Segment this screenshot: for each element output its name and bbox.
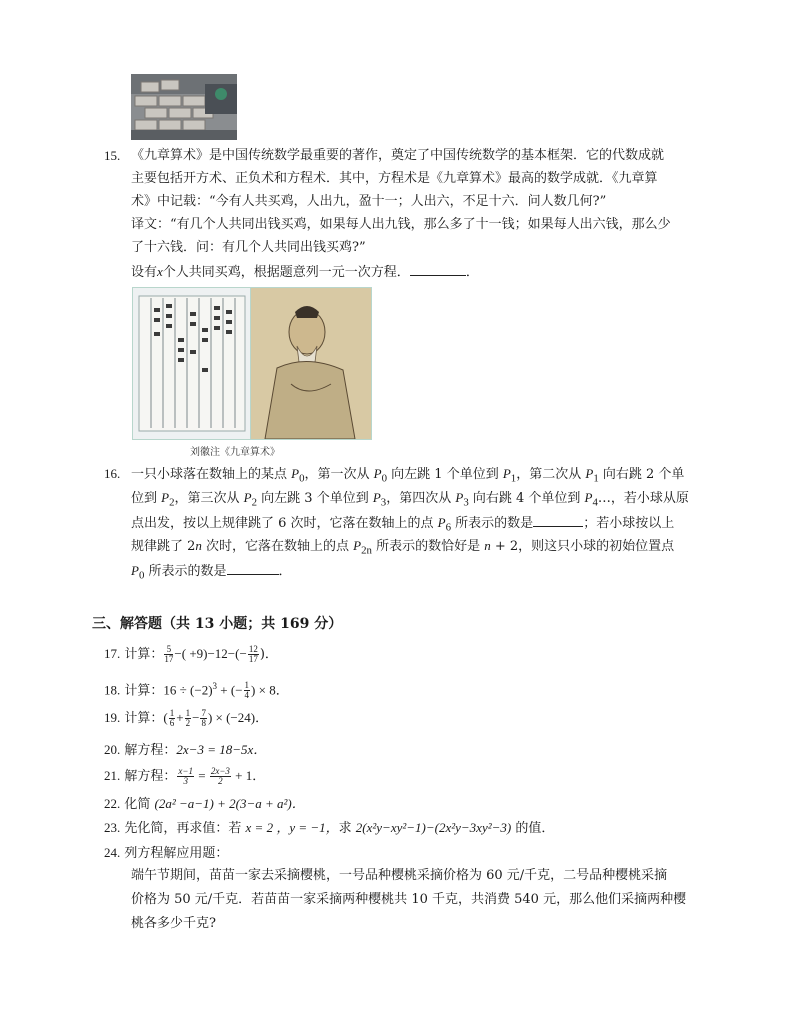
q15-line-6: 设有x个人共同买鸡，根据题意列一元一次方程． ． <box>131 261 479 283</box>
q15-line-1: 《九章算术》是中国传统数学最重要的著作，奠定了中国传统数学的基本框架．它的代数成就 <box>131 148 665 163</box>
q24-paragraph-1: 端午节期间，苗苗一家去采摘樱桃，一号品种樱桃采摘价格为 60 元/千克，二号品种樱桃采摘 <box>131 868 668 883</box>
q16-line-1: 一只小球落在数轴上的某点 $P_0$，第一次从 $P_0$ 向左跳 1 个单位到 $P_1$，第二次从 $P_1$ 向右跳 2 个单 <box>131 466 685 485</box>
q16-line-5: $P_0$ 所表示的数是 ． <box>131 560 292 586</box>
liu-hui-portrait-photo <box>250 287 372 440</box>
answer-blank[interactable] <box>227 560 279 575</box>
q23: 23. 先化简，再求值：若 x = 2 ，y = −1，求 2(x²y−xy²−1)−(2x²y−3xy²−3) 的值． <box>104 820 555 836</box>
q21: 21. 解方程： $\frac{x-1}{3}$ = $\frac{2x-3}{2}$ + 1． <box>104 766 266 786</box>
fraction: $\frac{5}{17}$ <box>164 644 174 664</box>
fraction: $\frac{1}{2}$ <box>185 708 191 728</box>
q16-number: 16. <box>104 466 121 481</box>
figure-caption: 刘徽注《九章算术》 <box>190 447 280 458</box>
fraction: $\frac{2x-3}{2}$ <box>210 766 230 786</box>
fraction: $\frac{1}{6}$ <box>169 708 175 728</box>
q22: 22. 化简 (2a² −a−1) + 2(3−a + a²)． <box>104 796 305 812</box>
q19: 19. 计算：( $\frac{1}{6}$ + $\frac{1}{2}$ − $\frac{7}{8}$ ) × (−24)． <box>104 708 269 728</box>
q15-line-4: 译文：“有几个人共同出钱买鸡，如果每人出九钱，那么多了十一钱；如果每人出六钱，那么少 <box>131 217 671 232</box>
fraction: $\frac{7}{8}$ <box>201 708 206 728</box>
q24-paragraph-3: 桃各多少千克? <box>131 916 216 931</box>
q20: 20. 解方程：2x−3 = 18−5x． <box>104 742 267 758</box>
q16-line-3: 点出发，按以上规律跳了 6 次时，它落在数轴上的点 $P_6$ 所表示的数是 ；若小球按以上 <box>131 512 674 538</box>
q24-paragraph-2: 价格为 50 元/千克．若苗苗一家采摘两种樱桃共 10 千克，共消费 540 元，那么他们采摘两种樱 <box>131 892 687 907</box>
q18: 18. 计算：$16 \div (-2)^3$ + (− $\frac{1}{4}$ ) × 8． <box>104 680 289 701</box>
ancient-book-photo <box>132 287 252 440</box>
fraction: $\frac{12}{17}$ <box>248 644 258 664</box>
q15-line-5: 了十六钱．问：有几个人共同出钱买鸡?” <box>131 240 366 255</box>
section-title: 三、解答题（共 13 小题；共 169 分） <box>92 616 343 632</box>
answer-blank[interactable] <box>533 512 583 527</box>
q15-line-3: 术》中记载：“今有人共买鸡，人出九，盈十一；人出六，不足十六．问人数几何?” <box>131 194 607 209</box>
fraction: $\frac{x-1}{3}$ <box>178 766 193 786</box>
q16-line-2: 位到 $P_2$，第三次从 $P_2$ 向左跳 3 个单位到 $P_3$，第四次从 $P_3$ 向右跳 4 个单位到 $P_4\dots$，若小球从原 <box>131 490 689 509</box>
q17: 17. 计算： $\frac{5}{17}$ −( +9)−12−(− $\frac{12}{17}$ )． <box>104 644 278 664</box>
brick-wall-photo <box>131 74 237 140</box>
q15-number: 15. <box>104 148 121 163</box>
q15-line-2: 主要包括开方术、正负术和方程术．其中，方程术是《九章算术》最高的数学成就．《九章算 <box>131 171 658 186</box>
q16-line-4: 规律跳了 2n 次时，它落在数轴上的点 $P_{2n}$ 所表示的数恰好是 n + 2，则这只小球的初始位置点 <box>131 538 675 557</box>
fraction: $\frac{1}{4}$ <box>244 680 250 701</box>
q24: 24. 列方程解应用题： <box>104 845 229 861</box>
answer-blank[interactable] <box>410 261 466 276</box>
